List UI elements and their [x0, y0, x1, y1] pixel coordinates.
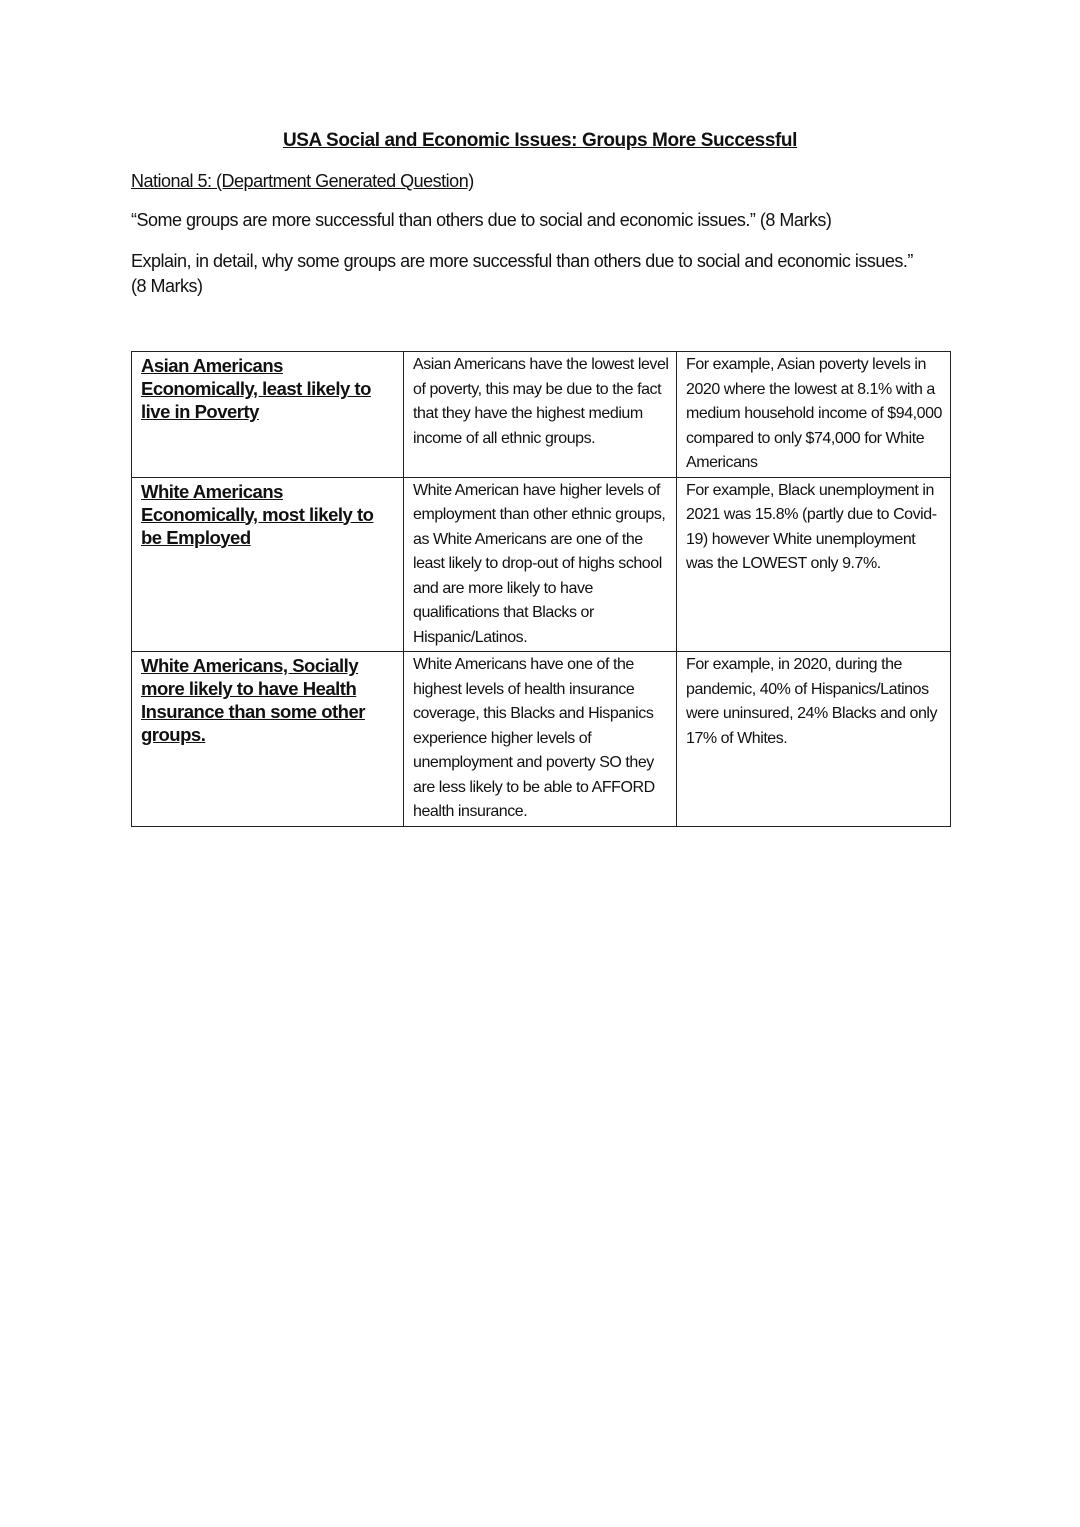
question-prompt: Explain, in detail, why some groups are more successful than others due to social and economic issues.” (8 Marks)	[131, 251, 913, 296]
row-heading: White Americans Economically, most likely to be Employed	[132, 477, 404, 652]
row-example: For example, Black unemployment in 2021 was 15.8% (partly due to Covid-19) however White unemployment was the LOWEST only 9.7%.	[677, 477, 951, 652]
question-quote: “Some groups are more successful than others due to social and economic issues.” (8 Marks)	[131, 210, 832, 230]
row-example: For example, in 2020, during the pandemic, 40% of Hispanics/Latinos were uninsured, 24% Blacks and only 17% of Whites.	[677, 652, 951, 827]
answer-table	[131, 351, 951, 827]
row-explanation: White American have higher levels of employment than other ethnic groups, as White Americans are one of the least likely to drop-out of highs school and are more likely to have qualifications that Blacks or Hispanic/Latinos.	[404, 477, 677, 652]
row-explanation: Asian Americans have the lowest level of poverty, this may be due to the fact that they have the highest medium income of all ethnic groups.	[404, 352, 677, 478]
table-row	[132, 352, 951, 478]
row-heading: Asian Americans Economically, least likely to live in Poverty	[132, 352, 404, 478]
question-source: National 5: (Department Generated Question)	[131, 171, 474, 191]
table-row	[132, 652, 951, 827]
page-title: USA Social and Economic Issues: Groups More Successful	[282, 130, 798, 151]
table-row	[132, 477, 951, 652]
row-heading: White Americans, Socially more likely to have Health Insurance than some other groups.	[132, 652, 404, 827]
row-example: For example, Asian poverty levels in 2020 where the lowest at 8.1% with a medium household income of $94,000 compared to only $74,000 for White Americans	[677, 352, 951, 478]
row-explanation: White Americans have one of the highest levels of health insurance coverage, this Blacks and Hispanics experience higher levels of unemployment and poverty SO they are less likely to be able to AFFORD health insurance.	[404, 652, 677, 827]
